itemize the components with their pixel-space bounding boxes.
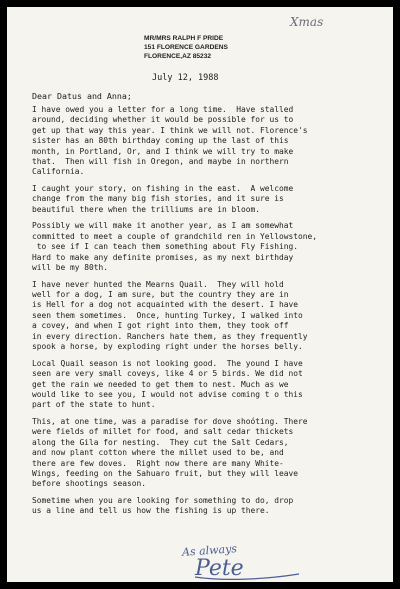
letterhead [144, 34, 228, 61]
letter-date: July 12, 1988 [152, 73, 219, 83]
closing: As always [181, 542, 238, 559]
paragraph: Possibly we will make it another year, as I am somewhat committed to meet a couple of grandchild ren in Yellowstone, to see if I can teach them something about Fly Fishing. Hard to make any definite promises, as my next birthday will be my 80th. [32, 221, 318, 273]
paragraph: Sometime when you are looking for something to do, drop us a line and tell us how the fishing is up there. [32, 495, 294, 516]
letterhead-name: MR/MRS RALPH F PRIDE [144, 35, 224, 42]
signature-text: Pete [195, 556, 244, 581]
letterhead-city: FLORENCE,AZ 85232 [144, 53, 212, 60]
paragraph: I have never hunted the Mearns Quail. They will hold well for a dog, I am sure, but the country they are in is Hell for a dog not acquainted with the desert. I have seen them sometimes. Once, hunting Turkey, I walked into a covey, and when I got right into them, they took off in every direction. Ranchers hate them, as they frequently spook a horse, by exploding right under the horses belly. [32, 279, 308, 352]
letter-page [7, 7, 393, 582]
salutation: Dear Datus and Anna; [32, 91, 132, 101]
handwritten-annotation: Xmas [290, 15, 324, 29]
paragraph: This, at one time, was a paradise for dove shoóting. There were fields of millet for food, and salt cedar thickets along the Gila for nesting. They cut the Salt Cedars, and now plant cotton where the millet used to be, and there are few doves. Right now there are many White- Wings, feeding on the Sahuaro fruit, but they will leave before shootings season. [32, 416, 308, 489]
paragraph: I have owed you a letter for a long time. Have stalled around, deciding whether it would be possible for us to get up that way this year. I think we will not. Florence's sister has an 80th birthday coming up the last of this month, in Portland, Or, and I think we will try to make that. Then will fish in Oregon, and maybe in northern California. [32, 105, 308, 177]
paragraph: I caught your story, on fishing in the east. A welcome change from the many big fish stories, and it sure is beautiful there when the trilliums are in bloom. [32, 184, 294, 214]
letter-body [32, 105, 382, 523]
signature [191, 555, 303, 582]
letterhead-street: 151 FLORENCE GARDENS [144, 44, 228, 51]
paragraph: Local Quail season is not looking good. The yound I have seen are very small coveys, like 4 or 5 birds. We did not get the rain we needed to get them to nest. Much as we would like to see you, I would not advise coming t o this part of the state to hunt. [32, 358, 303, 410]
